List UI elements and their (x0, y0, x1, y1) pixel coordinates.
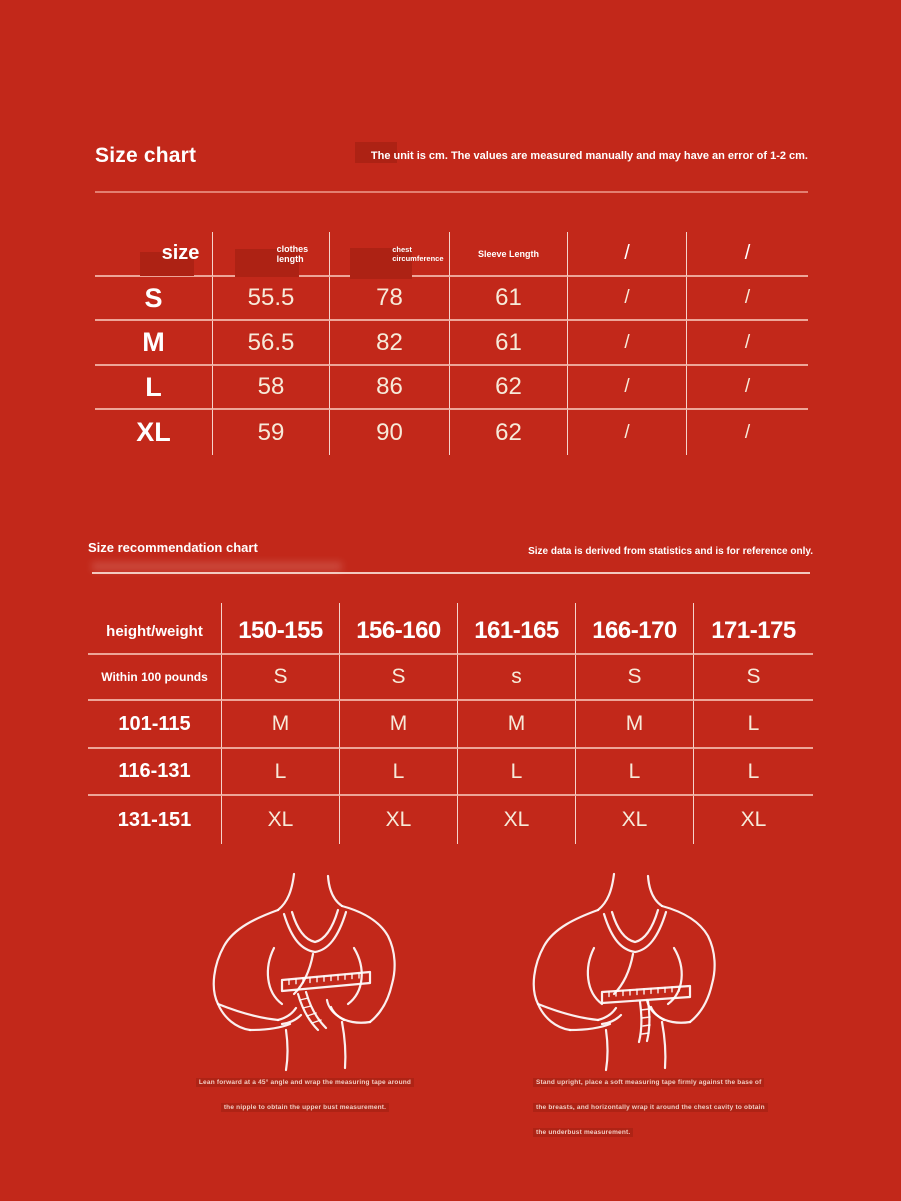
recommendation-cell: M (576, 701, 694, 749)
column-header-slash: / (624, 242, 630, 264)
recommendation-table (88, 603, 813, 844)
recommendation-cell: S (694, 655, 813, 701)
underbust-measurement-illustration (502, 872, 752, 1072)
recommendation-cell: XL (576, 796, 694, 844)
size-row-label: XL (95, 410, 213, 455)
overbust-caption-line: Lean forward at a 45° angle and wrap the measuring tape around (196, 1078, 414, 1087)
size-cell: / (568, 277, 687, 321)
size-cell: / (687, 277, 808, 321)
section-divider (95, 191, 808, 193)
recommendation-cell: L (340, 749, 458, 796)
recommendation-cell: S (340, 655, 458, 701)
size-cell: 58 (213, 366, 330, 410)
overbust-caption-line: the nipple to obtain the upper bust measurement. (221, 1103, 389, 1112)
recommendation-header-cell: 166-170 (576, 603, 694, 655)
recommendation-cell: S (576, 655, 694, 701)
column-header-sleeve-length: Sleeve Length (477, 248, 540, 259)
size-table-header-cell (95, 232, 213, 277)
recommendation-header-cell: 150-155 (222, 603, 340, 655)
recommendation-cell: L (694, 701, 813, 749)
underbust-caption (533, 1078, 773, 1153)
column-header-chest-circumference: chest circumference (392, 244, 444, 263)
size-table-header-cell (568, 232, 687, 277)
recommendation-cell: s (458, 655, 576, 701)
recommendation-header-cell: 161-165 (458, 603, 576, 655)
recommendation-header-cell: height/weight (88, 603, 222, 655)
column-header-clothes-length: clothes length (276, 243, 309, 264)
recommendation-cell: L (458, 749, 576, 796)
size-table (95, 232, 808, 455)
size-table-header-cell (213, 232, 330, 277)
recommendation-cell: M (340, 701, 458, 749)
size-cell: / (744, 421, 751, 443)
recommendation-cell: L (222, 749, 340, 796)
size-chart-note: The unit is cm. The values are measured manually and may have an error of 1-2 cm. (370, 150, 808, 162)
size-row-label: M (95, 321, 213, 366)
recommendation-cell: M (458, 701, 576, 749)
size-cell: 55.5 (213, 277, 330, 321)
size-table-header-cell (330, 232, 450, 277)
recommendation-header-cell: 156-160 (340, 603, 458, 655)
size-cell: 62 (450, 366, 568, 410)
size-cell: 62 (450, 410, 568, 455)
size-cell: / (568, 321, 687, 366)
column-header-slash: / (744, 242, 751, 264)
overbust-caption (170, 1078, 440, 1128)
weight-row-label: 116-131 (88, 749, 222, 796)
size-cell: 86 (330, 366, 450, 410)
section-divider (92, 572, 810, 574)
recommendation-title: Size recommendation chart (88, 540, 258, 555)
size-cell: 56.5 (213, 321, 330, 366)
size-cell: / (687, 321, 808, 366)
size-cell: / (568, 410, 687, 455)
weight-row-label: Within 100 pounds (88, 655, 222, 701)
recommendation-cell: L (576, 749, 694, 796)
recommendation-cell: XL (222, 796, 340, 844)
underbust-caption-line: Stand upright, place a soft measuring tape firmly against the base of (533, 1078, 764, 1087)
weight-row-label: 101-115 (88, 701, 222, 749)
size-table-header-cell (450, 232, 568, 277)
recommendation-header-cell: 171-175 (694, 603, 813, 655)
size-table-header-cell (687, 232, 808, 277)
recommendation-note: Size data is derived from statistics and is for reference only. (528, 546, 813, 557)
size-cell: 61 (450, 277, 568, 321)
size-cell: / (687, 366, 808, 410)
weight-row-label: 131-151 (88, 796, 222, 844)
recommendation-cell: L (694, 749, 813, 796)
recommendation-cell: S (222, 655, 340, 701)
underbust-caption-line: the underbust measurement. (533, 1128, 633, 1137)
size-row-label: S (95, 277, 213, 321)
recommendation-cell: XL (740, 808, 767, 831)
recommendation-cell: XL (458, 796, 576, 844)
overbust-measurement-illustration (182, 872, 432, 1072)
size-cell: 82 (330, 321, 450, 366)
recommendation-cell: M (222, 701, 340, 749)
underbust-caption-line: the breasts, and horizontally wrap it around the chest cavity to obtain (533, 1103, 768, 1112)
recommendation-cell: XL (340, 796, 458, 844)
size-cell: 59 (213, 410, 330, 455)
size-cell: / (568, 366, 687, 410)
size-cell: 90 (330, 410, 450, 455)
column-header-size: size (161, 242, 200, 264)
size-row-label: L (95, 366, 213, 410)
size-cell: 61 (450, 321, 568, 366)
divider-smudge (92, 562, 342, 571)
size-cell: 78 (330, 277, 450, 321)
size-chart-title: Size chart (95, 144, 197, 167)
